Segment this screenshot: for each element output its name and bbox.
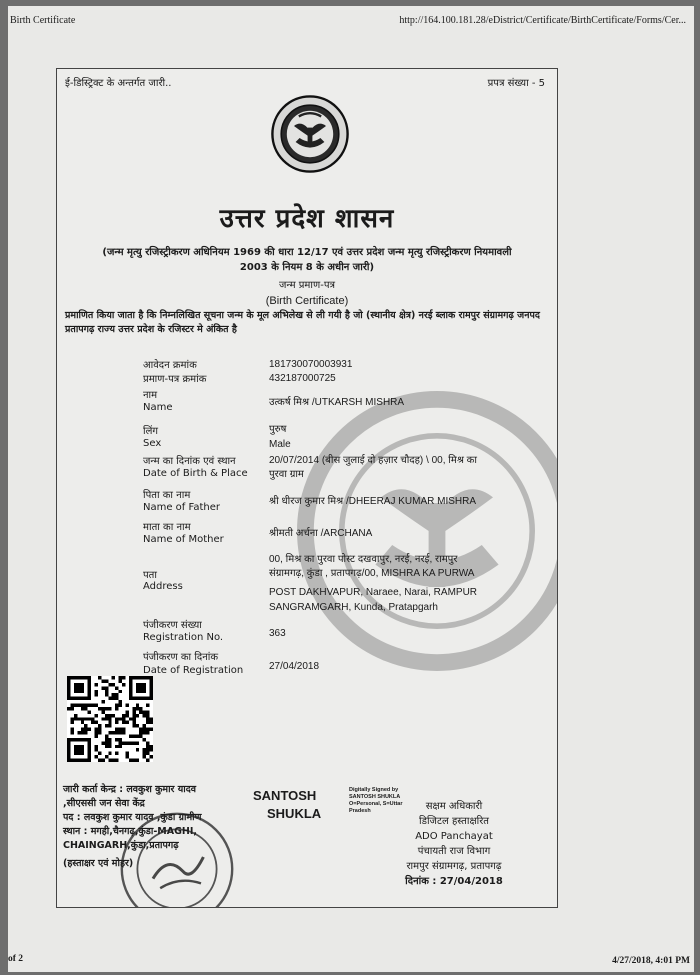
print-footer [8, 948, 694, 972]
birth-certificate [56, 68, 558, 908]
government-title: उत्तर प्रदेश शासन [219, 204, 395, 234]
issuer-line: ,सीएससी जन सेवा केंद्र [63, 798, 145, 809]
address-value-line2: संग्रामगढ़, कुंडा , प्रतापगढ़/00, MISHRA KA PURWA [269, 568, 475, 579]
mother-label-hindi: माता का नाम [143, 522, 191, 533]
signature-note-line: SANTOSH SHUKLA [349, 794, 401, 800]
registration-date-label-hindi: पंजीकरण का दिनांक [143, 652, 219, 663]
dob-label-english: Date of Birth & Place [143, 468, 248, 479]
officer-date: दिनांक : 27/04/2018 [405, 876, 503, 887]
name-label-hindi: नाम [143, 390, 158, 401]
dob-value-line2: पुरवा ग्राम [269, 469, 304, 480]
father-label-english: Name of Father [143, 502, 220, 513]
uttar-pradesh-emblem [270, 94, 350, 174]
certificate-no-value: 432187000725 [269, 373, 336, 384]
signature-note-line: Pradesh [349, 808, 371, 814]
registration-date-label-english: Date of Registration [143, 665, 244, 676]
print-header [8, 6, 694, 36]
application-no-value: 181730070003931 [269, 359, 353, 370]
round-seal-stamp [117, 809, 237, 908]
issue-note [71, 245, 543, 275]
signature-note-line: Digitally Signed by [349, 787, 399, 793]
issuer-line: पद : लवकुश कुमार यादव ,कुंडा ग्रामीण [63, 812, 202, 823]
issuer-line: स्थान : मगही,चैनगढ़,कुंडा-MAGHI, [63, 826, 197, 837]
father-label-hindi: पिता का नाम [143, 490, 191, 501]
signer-name-line: SHUKLA [267, 806, 322, 821]
certificate-no-label: प्रमाण-पत्र क्रमांक [143, 374, 207, 385]
signer-name-line: SANTOSH [253, 788, 317, 803]
sex-label-english: Sex [143, 438, 162, 449]
mother-label-english: Name of Mother [143, 534, 224, 545]
sex-value-english: Male [269, 439, 291, 450]
name-value: उत्कर्ष मिश्र /UTKARSH MISHRA [269, 397, 405, 408]
father-name-value: श्री धीरज कुमार मिश्र /DHEERAJ KUMAR MISHRA [269, 496, 477, 507]
signature-seal-note: (हस्ताक्षर एवं मोहर) [63, 858, 134, 869]
print-page-title: Birth Certificate [10, 15, 76, 26]
page-count: of 2 [8, 954, 24, 964]
officer-line: रामपुर संग्रामगढ़, प्रतापगढ़ [406, 861, 502, 872]
registration-no-value: 363 [269, 628, 286, 639]
certificate-title-english: (Birth Certificate) [265, 295, 349, 307]
name-label-english: Name [143, 402, 173, 413]
issue-note-line: 2003 के नियम 8 के अधीन जारी) [239, 262, 375, 273]
issued-under-text: ई-डिस्ट्रिक्ट के अन्तर्गत जारी.. [65, 78, 172, 89]
registration-no-label-hindi: पंजीकरण संख्या [143, 620, 202, 631]
print-page-url: http://164.100.181.28/eDistrict/Certificate/BirthCertificate/Forms/Cer... [399, 15, 686, 26]
mother-name-value: श्रीमती अर्चना /ARCHANA [269, 528, 373, 539]
application-no-label: आवेदन क्रमांक [143, 360, 197, 371]
officer-line: ADO Panchayat [415, 831, 493, 842]
dob-value-line1: 20/07/2014 (बीस जुलाई दो हज़ार चौदह) \ 00, मिश्र का [269, 455, 477, 466]
address-value-line3: POST DAKHVAPUR, Naraee, Narai, RAMPUR [269, 587, 478, 598]
registration-date-value: 27/04/2018 [269, 661, 320, 672]
form-number: प्रपत्र संख्या - 5 [487, 78, 545, 89]
officer-line: सक्षम अधिकारी [425, 801, 483, 812]
certificate-title-hindi: जन्म प्रमाण-पत्र [278, 280, 336, 291]
address-label-english: Address [143, 581, 183, 592]
address-value-line4: SANGRAMGARH, Kunda, Pratapgarh [269, 602, 438, 613]
issuer-line: जारी कर्ता केन्द्र : लवकुश कुमार यादव [63, 784, 197, 795]
competent-officer-block [369, 799, 539, 889]
address-label-hindi: पता [143, 570, 157, 581]
issuer-line: CHAINGARH,कुंडा,प्रतापगढ़ [63, 840, 179, 851]
signature-note-line: O=Personal, S=Uttar [349, 801, 403, 807]
qr-code [67, 676, 153, 762]
print-timestamp: 4/27/2018, 4:01 PM [612, 956, 690, 966]
officer-line: डिजिटल हस्ताक्षरित [419, 816, 489, 827]
address-value-line1: 00, मिश्र का पुरवा पोस्ट दखवापुर, नरई, नरई, रामपुर [269, 554, 458, 565]
printed-page [8, 6, 694, 972]
officer-line: पंचायती राज विभाग [417, 846, 491, 857]
certification-statement: प्रमाणित किया जाता है कि निम्नलिखित सूचना जन्म के मूल अभिलेख से ली गयी है जो (स्थानीय क्षेत्र) नरई ब्लाक रामपुर संग्रामगढ़ जनपद प्रतापगढ़ राज्य उत्तर प्रदेश के रजिस्टर मे अंकित है [65, 310, 540, 335]
registration-no-label-english: Registration No. [143, 632, 224, 643]
sex-value-hindi: पुरुष [269, 424, 287, 435]
issue-note-line: (जन्म मृत्यु रजिस्ट्रीकरण अधिनियम 1969 की धारा 12/17 एवं उत्तर प्रदेश जन्म मृत्यु रजिस्ट्रीकरण नियमावली [102, 247, 512, 258]
sex-label-hindi: लिंग [143, 426, 158, 437]
dob-label-hindi: जन्म का दिनांक एवं स्थान [143, 456, 236, 467]
